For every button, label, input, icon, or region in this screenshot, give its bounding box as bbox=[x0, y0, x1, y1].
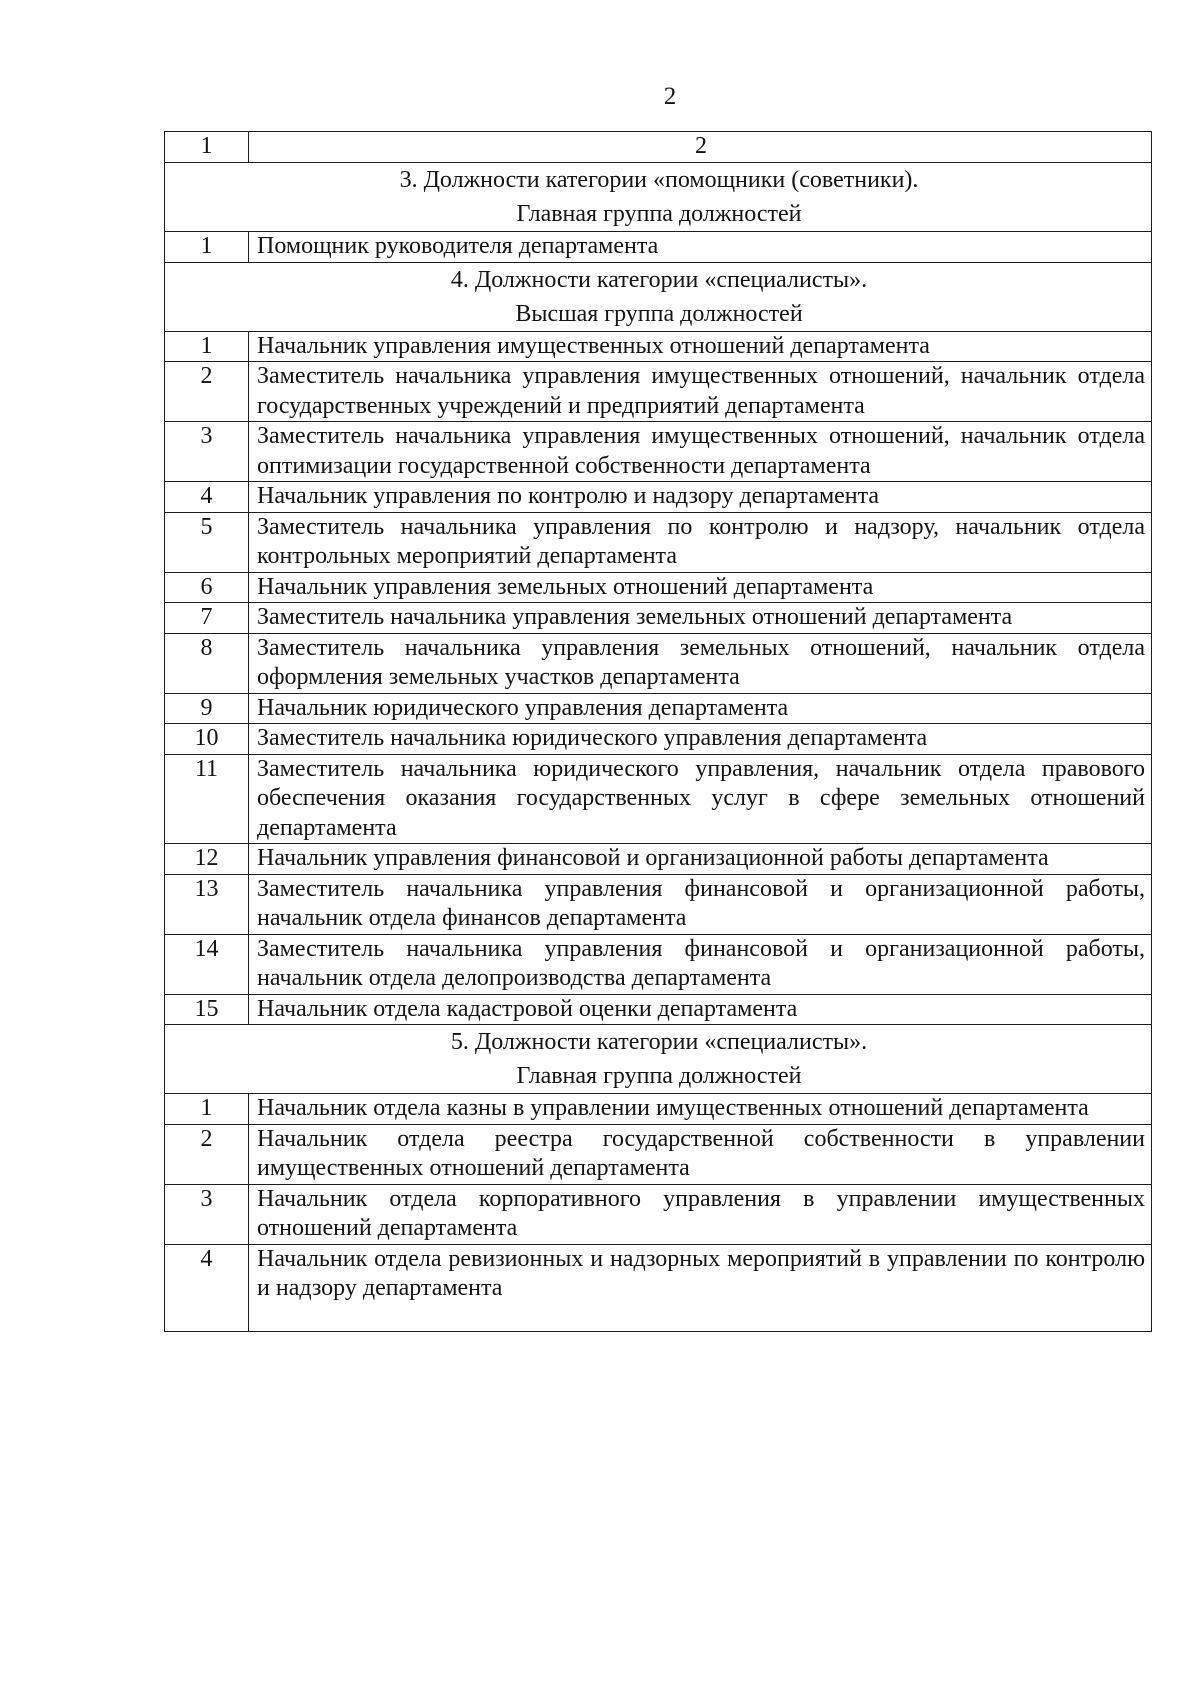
row-number: 1 bbox=[165, 331, 249, 362]
section-title bbox=[165, 1025, 1152, 1094]
table-row bbox=[165, 1184, 1152, 1244]
row-number: 10 bbox=[165, 724, 249, 755]
section-header-row bbox=[165, 1025, 1152, 1094]
row-number: 1 bbox=[165, 1094, 249, 1125]
row-number: 13 bbox=[165, 874, 249, 934]
row-number: 1 bbox=[165, 232, 249, 263]
position-name: Заместитель начальника управления земельных отношений, начальник отдела оформления земельных участков департамента bbox=[249, 633, 1152, 693]
table-row bbox=[165, 232, 1152, 263]
position-name: Начальник управления по контролю и надзору департамента bbox=[249, 482, 1152, 513]
row-number: 2 bbox=[165, 362, 249, 422]
section-title-line1: 4. Должности категории «специалисты». bbox=[450, 266, 868, 293]
row-number: 8 bbox=[165, 633, 249, 693]
position-name: Начальник управления имущественных отношений департамента bbox=[249, 331, 1152, 362]
table-row bbox=[165, 724, 1152, 755]
table-row bbox=[165, 844, 1152, 875]
section-title bbox=[165, 262, 1152, 331]
table-row bbox=[165, 512, 1152, 572]
position-name: Начальник отдела реестра государственной собственности в управлении имущественных отношений департамента bbox=[249, 1124, 1152, 1184]
position-name: Начальник управления финансовой и организационной работы департамента bbox=[249, 844, 1152, 875]
section-title-line2: Высшая группа должностей bbox=[515, 300, 803, 327]
position-name: Заместитель начальника управления финансовой и организационной работы, начальник отдела финансов департамента bbox=[249, 874, 1152, 934]
row-number: 7 bbox=[165, 603, 249, 634]
position-name: Заместитель начальника управления земельных отношений департамента bbox=[249, 603, 1152, 634]
position-name: Начальник отдела корпоративного управления в управлении имущественных отношений департамента bbox=[249, 1184, 1152, 1244]
position-name: Начальник отдела кадастровой оценки департамента bbox=[249, 994, 1152, 1025]
position-name: Начальник управления земельных отношений департамента bbox=[249, 572, 1152, 603]
page-number: 2 bbox=[663, 83, 677, 110]
table-row bbox=[165, 422, 1152, 482]
table-row bbox=[165, 603, 1152, 634]
position-name: Заместитель начальника управления по контролю и надзору, начальник отдела контрольных мероприятий департамента bbox=[249, 512, 1152, 572]
row-number: 6 bbox=[165, 572, 249, 603]
position-name: Заместитель начальника управления финансовой и организационной работы, начальник отдела делопроизводства департамента bbox=[249, 934, 1152, 994]
position-name: Заместитель начальника управления имущественных отношений, начальник отдела государственных учреждений и предприятий департамента bbox=[249, 362, 1152, 422]
table-row bbox=[165, 754, 1152, 844]
table-row bbox=[165, 1094, 1152, 1125]
row-number: 14 bbox=[165, 934, 249, 994]
row-number: 9 bbox=[165, 693, 249, 724]
position-name: Начальник юридического управления департамента bbox=[249, 693, 1152, 724]
table-row bbox=[165, 994, 1152, 1025]
position-name: Заместитель начальника юридического управления департамента bbox=[249, 724, 1152, 755]
table-row bbox=[165, 693, 1152, 724]
table-row bbox=[165, 362, 1152, 422]
section-title bbox=[165, 163, 1152, 232]
section-header-row bbox=[165, 163, 1152, 232]
table-header-row bbox=[165, 132, 1152, 163]
section-title-line1: 5. Должности категории «специалисты». bbox=[450, 1029, 868, 1055]
row-number: 2 bbox=[165, 1124, 249, 1184]
section-title-line2: Главная группа должностей bbox=[516, 1063, 802, 1089]
row-number: 3 bbox=[165, 1184, 249, 1244]
table-row bbox=[165, 934, 1152, 994]
table-row bbox=[165, 1124, 1152, 1184]
positions-table bbox=[164, 131, 1152, 1332]
position-name: Заместитель начальника управления имущественных отношений, начальник отдела оптимизации государственной собственности департамента bbox=[249, 422, 1152, 482]
row-number: 11 bbox=[165, 754, 249, 844]
row-number: 12 bbox=[165, 844, 249, 875]
column-header-position: 2 bbox=[249, 132, 1152, 163]
position-name: Начальник отдела ревизионных и надзорных мероприятий в управлении по контролю и надзору департамента bbox=[249, 1244, 1152, 1331]
section-title-line1: 3. Должности категории «помощники (советники). bbox=[399, 167, 919, 193]
row-number: 4 bbox=[165, 482, 249, 513]
column-header-number: 1 bbox=[165, 132, 249, 163]
table-row bbox=[165, 572, 1152, 603]
table-row bbox=[165, 874, 1152, 934]
section-header-row bbox=[165, 262, 1152, 331]
row-number: 4 bbox=[165, 1244, 249, 1331]
row-number: 15 bbox=[165, 994, 249, 1025]
table-row bbox=[165, 482, 1152, 513]
position-name: Помощник руководителя департамента bbox=[249, 232, 1152, 263]
position-name: Начальник отдела казны в управлении имущественных отношений департамента bbox=[249, 1094, 1152, 1125]
table-row bbox=[165, 331, 1152, 362]
table-row bbox=[165, 1244, 1152, 1331]
table-row bbox=[165, 633, 1152, 693]
row-number: 5 bbox=[165, 512, 249, 572]
section-title-line2: Главная группа должностей bbox=[516, 201, 802, 227]
row-number: 3 bbox=[165, 422, 249, 482]
position-name: Заместитель начальника юридического управления, начальник отдела правового обеспечения оказания государственных услуг в сфере земельных отношений департамента bbox=[249, 754, 1152, 844]
